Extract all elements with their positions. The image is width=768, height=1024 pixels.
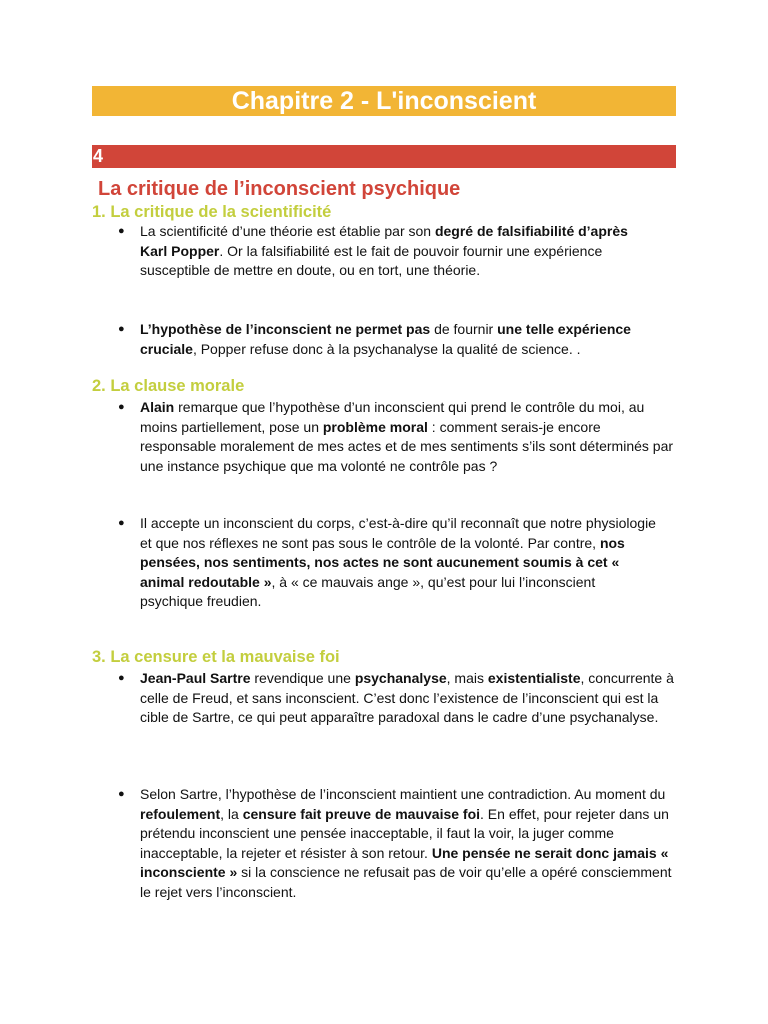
bullet-dot-icon: ● <box>118 672 125 684</box>
section-title-2: 2. La clause morale <box>92 377 245 395</box>
bullet-dot-icon: ● <box>118 401 125 413</box>
bullet-3-1: ● Jean-Paul Sartre revendique une psychanalyse, mais existentialiste, concurrente à celle de Freud, et sans inconscient. C’est donc l’existence de l’inconscient qui est la cible de Sartre, ce qui peut apparaître paradoxal dans le cadre d’une psychanalyse. <box>118 670 674 726</box>
bullet-3-2: ● Selon Sartre, l’hypothèse de l’inconscient maintient une contradiction. Au moment du refoulement, la censure fait preuve de mauvaise foi. En effet, pour rejeter dans un prétendu inconscient une pensée inacceptable, il faut la voir, la juger comme inacceptable, la rejeter et résister à son retour. Une pensée ne serait donc jamais « inconsciente » si la conscience ne refusait pas de voir qu’elle a opéré consciemment le rejet vers l’inconscient. <box>118 786 672 900</box>
bullet-1-1: ● La scientificité d’une théorie est établie par son degré de falsifiabilité d’après Karl Popper. Or la falsifiabilité est le fait de pouvoir fournir une expérience susceptible de mettre en doute, ou en tort, une théorie. <box>118 223 628 279</box>
bullet-dot-icon: ● <box>118 225 125 237</box>
bullet-dot-icon: ● <box>118 323 125 335</box>
section-title-3: 3. La censure et la mauvaise foi <box>92 648 340 666</box>
main-title: La critique de l’inconscient psychique <box>98 178 461 200</box>
bullet-1-2: ● L’hypothèse de l’inconscient ne permet pas de fournir une telle expérience cruciale, Popper refuse donc à la psychanalyse la qualité de science. . <box>118 321 631 357</box>
bullet-dot-icon: ● <box>118 517 125 529</box>
bullet-dot-icon: ● <box>118 788 125 800</box>
chapter-number-banner: 4 <box>92 145 676 168</box>
section-title-1: 1. La critique de la scientificité <box>92 203 332 221</box>
bullet-2-2: ● Il accepte un inconscient du corps, c’est-à-dire qu’il reconnaît que notre physiologie et que nos réflexes ne sont pas sous le contrôle de la volonté. Par contre, nos pensées, nos sentiments, nos actes ne sont aucunement soumis à cet « animal redoutable », à « ce mauvais ange », qu’est pour lui l’inconscient psychique freudien. <box>118 515 656 610</box>
chapter-title-banner: Chapitre 2 - L'inconscient <box>92 86 676 116</box>
bullet-2-1: ● Alain remarque que l’hypothèse d’un inconscient qui prend le contrôle du moi, au moins partiellement, pose un problème moral : comment serais-je encore responsable moralement de mes actes et de mes sentiments s’ils sont déterminés par une instance psychique que ma volonté ne contrôle pas ? <box>118 399 674 474</box>
